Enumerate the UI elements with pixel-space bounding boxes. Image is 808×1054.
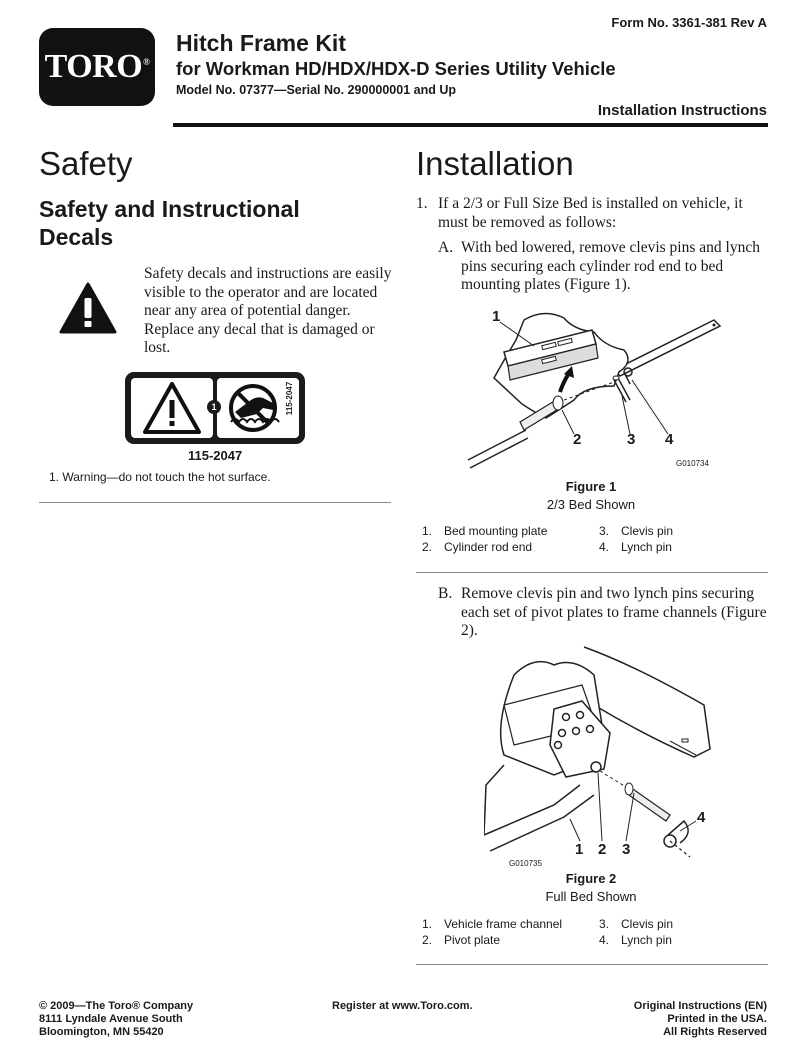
step-1-text: If a 2/3 or Full Size Bed is installed on vehicle, it must be removed as follows: (438, 195, 743, 231)
footer-copyright: © 2009—The Toro® Company (39, 1000, 194, 1012)
figure-1-code: G010734 (676, 459, 709, 468)
figure-1-title: Figure 1 (565, 479, 617, 494)
safety-divider (39, 502, 391, 503)
figure-2-illustration (484, 645, 724, 867)
step-a-text: With bed lowered, remove clevis pins and lynch pins securing each cylinder rod end to bed mounting plates (Figure 1). (461, 239, 760, 293)
step-b-text: Remove clevis pin and two lynch pins securing each set of pivot plates to frame channels (Figure 2). (461, 585, 767, 639)
footer-original: Original Instructions (EN) (633, 1000, 767, 1012)
figure-2-label-1: 1 (575, 841, 584, 858)
decal-warning-icon (131, 378, 213, 438)
decal-number: 115-2047 (188, 448, 243, 463)
legend-row: 1. Bed mounting plate 3. Clevis pin (422, 524, 674, 538)
warning-triangle-icon (59, 282, 117, 334)
decal-callout: 1. Warning—do not touch the hot surface. (49, 470, 271, 484)
figure-2-legend (422, 916, 673, 948)
figure-1-label-4: 4 (665, 431, 674, 448)
decal-115-2047 (125, 372, 305, 444)
footer-address: 8111 Lyndale Avenue South (39, 1013, 183, 1025)
footer-register: Register at www.Toro.com. (332, 1000, 473, 1012)
legend-row: 2. Pivot plate 4. Lynch pin (422, 933, 672, 947)
footer-rights: All Rights Reserved (663, 1026, 767, 1038)
figure-2-code: G010735 (509, 859, 542, 868)
decals-subheading: Safety and Instructional Decals (39, 196, 300, 250)
figure-2-subtitle: Full Bed Shown (545, 889, 637, 904)
step-b-letter: B. (438, 585, 453, 602)
form-number: Form No. 3361-381 Rev A (611, 15, 767, 30)
figure-1-illustration (464, 300, 724, 472)
document-type: Installation Instructions (597, 102, 767, 119)
safety-heading: Safety (39, 145, 133, 182)
document-title: Hitch Frame Kit (176, 30, 346, 56)
figure-2-label-3: 3 (622, 841, 631, 858)
step-1-number: 1. (416, 195, 428, 212)
figure-2-label-2: 2 (598, 841, 607, 858)
figure-2-title: Figure 2 (565, 871, 617, 886)
installation-heading: Installation (416, 145, 574, 182)
figure-1-legend (422, 523, 673, 555)
document-subtitle: for Workman HD/HDX/HDX-D Series Utility Vehicle (176, 58, 616, 79)
model-serial: Model No. 07377—Serial No. 290000001 and Up (176, 83, 456, 97)
legend-row: 1. Vehicle frame channel 3. Clevis pin (422, 917, 674, 931)
header-rule (173, 123, 768, 127)
step-a-letter: A. (438, 239, 454, 256)
logo-text: TORO® (44, 48, 150, 85)
toro-logo (39, 28, 155, 106)
figure-1-label-2: 2 (573, 431, 582, 448)
figure-2-label-4: 4 (697, 809, 706, 826)
figure-1-subtitle: 2/3 Bed Shown (546, 497, 636, 512)
safety-paragraph: Safety decals and instructions are easily visible to the operator and are located near any area of potential danger. Replace any decal that is damaged or lost. (144, 265, 392, 356)
footer-city: Bloomington, MN 55420 (39, 1026, 164, 1038)
figure-1-label-3: 3 (627, 431, 636, 448)
decal-warning-panel (131, 378, 213, 438)
decal-side-code: 115-2047 (285, 381, 295, 416)
figure-1-divider (416, 572, 768, 573)
footer-left (39, 1000, 193, 1039)
legend-row: 2. Cylinder rod end 4. Lynch pin (422, 540, 672, 554)
footer-right (634, 1000, 767, 1039)
footer-printed: Printed in the USA. (667, 1013, 767, 1025)
figure-2-divider (416, 964, 768, 965)
decal-callout-marker: 1 (207, 400, 221, 414)
figure-1-label-1: 1 (492, 308, 501, 325)
